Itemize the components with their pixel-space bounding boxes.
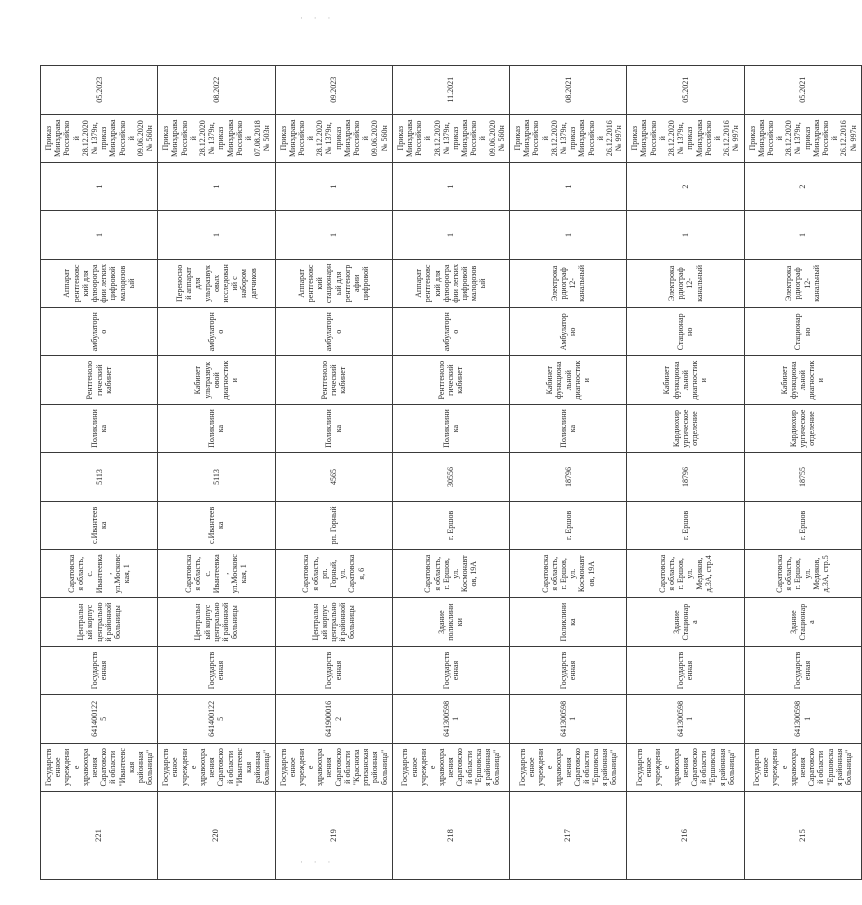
equipment-table xyxy=(40,65,862,880)
cell-address: Саратовская область, с. Ивантеевка, ул.Московская, 1 xyxy=(158,550,275,598)
cell-mode: Амбулаторно xyxy=(510,308,627,356)
cell-code: 6413005981 xyxy=(392,695,509,743)
cell-mode: Стационарно xyxy=(627,308,744,356)
cell-room: Кабинет функциональной диагностики xyxy=(627,356,744,404)
cell-id: 221 xyxy=(41,792,158,880)
cell-unit: Кардиохирургическое отделение xyxy=(744,404,861,452)
cell-address: Саратовская область, рп. Горный, ул. Саратовская, 6 xyxy=(275,550,392,598)
cell-unit: Кардиохирургическое отделение xyxy=(627,404,744,452)
cell-device: Аппарат рентгеновский стационарный для рентгенографии цифровой xyxy=(275,259,392,307)
cell-room: Кабинет функциональной диагностики xyxy=(510,356,627,404)
cell-id: 215 xyxy=(744,792,861,880)
cell-building: Центральный корпус центральной районной больницы xyxy=(158,598,275,646)
cell-date: 08.2022 xyxy=(158,66,275,115)
cell-q2: 1 xyxy=(510,162,627,210)
cell-locality: г. Ершов xyxy=(627,501,744,549)
cell-building: Центральный корпус центральной районной больницы xyxy=(275,598,392,646)
cell-num: 4565 xyxy=(275,453,392,501)
cell-locality: г. Ершов xyxy=(510,501,627,549)
cell-room: Рентгенологический кабинет xyxy=(392,356,509,404)
table-row xyxy=(744,66,861,880)
cell-num: 30556 xyxy=(392,453,509,501)
cell-code: 6414001225 xyxy=(41,695,158,743)
cell-org: Государственное учреждение здравоохранения Саратовской области "Краснопартизанская районная больница" xyxy=(275,743,392,791)
cell-code: 6414001225 xyxy=(158,695,275,743)
cell-address: Саратовская область, с. Ивантеевка, ул.Московская, 1 xyxy=(41,550,158,598)
cell-code: 6419000162 xyxy=(275,695,392,743)
cell-q2: 2 xyxy=(627,162,744,210)
table-row xyxy=(275,66,392,880)
cell-date: 09.2023 xyxy=(275,66,392,115)
cell-id: 219 xyxy=(275,792,392,880)
cell-date: 05.2021 xyxy=(744,66,861,115)
cell-num: 5113 xyxy=(41,453,158,501)
cell-order: Приказ Минздрава Российской 28.12.2020 № 1379н, приказ Минздрава Российской 26.12.2016 № 997н xyxy=(744,114,861,162)
cell-room: Рентгенологический кабинет xyxy=(275,356,392,404)
cell-q2: 1 xyxy=(392,162,509,210)
cell-id: 218 xyxy=(392,792,509,880)
cell-building: Центральный корпус центральной районной больницы xyxy=(41,598,158,646)
cell-room: Кабинет функциональной диагностики xyxy=(744,356,861,404)
cell-mode: амбулаторно xyxy=(158,308,275,356)
cell-ownership: Государственная xyxy=(275,646,392,694)
cell-date: 11.2021 xyxy=(392,66,509,115)
cell-address: Саратовская область, г. Ершов, ул. Космонавтов, 19А xyxy=(392,550,509,598)
cell-unit: Поликлиника xyxy=(510,404,627,452)
cell-building: Поликлиника xyxy=(510,598,627,646)
cell-q2: 2 xyxy=(744,162,861,210)
cell-mode: амбулаторно xyxy=(41,308,158,356)
cell-ownership: Государственная xyxy=(41,646,158,694)
cell-order: Приказ Минздрава Российской 28.12.2020 № 1379н, приказ Минздрава Российской 09.06.2020 № 560н xyxy=(41,114,158,162)
cell-org: Государственное учреждение здравоохранения Саратовской области "Ивантеевская районная больница" xyxy=(158,743,275,791)
cell-locality: г. Ершов xyxy=(744,501,861,549)
cell-code: 6413005981 xyxy=(744,695,861,743)
cell-building: Здание Стационара xyxy=(744,598,861,646)
table-row xyxy=(510,66,627,880)
cell-building: Здание поликлиники xyxy=(392,598,509,646)
cell-org: Государственное учреждение здравоохранения Саратовской области "Ершовская районная больница" xyxy=(392,743,509,791)
cell-device: Электрокардиограф 12-канальный xyxy=(627,259,744,307)
cell-id: 220 xyxy=(158,792,275,880)
scan-noise: · · · xyxy=(300,858,335,868)
table-row xyxy=(392,66,509,880)
cell-num: 18755 xyxy=(744,453,861,501)
cell-id: 217 xyxy=(510,792,627,880)
cell-order: Приказ Минздрава Российской 28.12.2020 № 1379н, приказ Минздрава Российской 26.12.2016 № 997н xyxy=(627,114,744,162)
cell-org: Государственное учреждение здравоохранения Саратовской области "Ершовская районная больница" xyxy=(510,743,627,791)
cell-device: Электрокардиограф 12-канальный xyxy=(744,259,861,307)
cell-date: 08.2021 xyxy=(510,66,627,115)
table-row xyxy=(627,66,744,880)
cell-room: Рентгенологический кабинет xyxy=(41,356,158,404)
cell-org: Государственное учреждение здравоохранения Саратовской области "Ивантеевская районная больница" xyxy=(41,743,158,791)
cell-address: Саратовская область, г. Ершов, ул. Медиков, д.3А, стр.4 xyxy=(627,550,744,598)
cell-code: 6413005981 xyxy=(627,695,744,743)
table-body xyxy=(41,66,862,880)
cell-locality: с.Ивантеевка xyxy=(158,501,275,549)
cell-locality: с.Ивантеевка xyxy=(41,501,158,549)
cell-num: 18796 xyxy=(627,453,744,501)
cell-ownership: Государственная xyxy=(158,646,275,694)
cell-org: Государственное учреждение здравоохранения Саратовской области "Ершовская районная больница" xyxy=(627,743,744,791)
cell-building: Здание Стационара xyxy=(627,598,744,646)
cell-ownership: Государственная xyxy=(510,646,627,694)
cell-order: Приказ Минздрава Российской 28.12.2020 № 1379н, приказ Минздрава Российской 09.06.2020 № 560н xyxy=(275,114,392,162)
cell-q1: 1 xyxy=(275,211,392,259)
cell-order: Приказ Минздрава Российской 28.12.2020 № 1379н, приказ Минздрава Российской 09.06.2020 № 560н xyxy=(392,114,509,162)
cell-date: 05.2023 xyxy=(41,66,158,115)
cell-date: 05.2021 xyxy=(627,66,744,115)
cell-q2: 1 xyxy=(41,162,158,210)
cell-ownership: Государственная xyxy=(744,646,861,694)
cell-mode: амбулаторно xyxy=(392,308,509,356)
table-row xyxy=(41,66,158,880)
cell-mode: амбулаторно xyxy=(275,308,392,356)
table-row xyxy=(158,66,275,880)
cell-code: 6413005981 xyxy=(510,695,627,743)
cell-order: Приказ Минздрава Российской 28.12.2020 № 1379н, приказ Минздрава Российской 26.12.2016 № 997н xyxy=(510,114,627,162)
cell-num: 18796 xyxy=(510,453,627,501)
cell-unit: Поликлиника xyxy=(158,404,275,452)
cell-q2: 1 xyxy=(275,162,392,210)
cell-num: 5113 xyxy=(158,453,275,501)
scan-noise: · · · xyxy=(300,14,335,24)
cell-unit: Поликлиника xyxy=(275,404,392,452)
cell-device: Аппарат рентгеновский для флюорографии легких цифровой малодозовый xyxy=(41,259,158,307)
cell-ownership: Государственная xyxy=(627,646,744,694)
cell-q1: 1 xyxy=(41,211,158,259)
cell-q1: 1 xyxy=(158,211,275,259)
cell-device: Аппарат рентгеновский для флюорографии легких цифровой малодозовый xyxy=(392,259,509,307)
cell-q1: 1 xyxy=(392,211,509,259)
cell-device: Переносной аппарат для ультразвуковых исследований с набором датчиков xyxy=(158,259,275,307)
cell-q1: 1 xyxy=(627,211,744,259)
cell-ownership: Государственная xyxy=(392,646,509,694)
cell-room: Кабинет ультразвуковой диагностики xyxy=(158,356,275,404)
cell-locality: г. Ершов xyxy=(392,501,509,549)
cell-unit: Поликлиника xyxy=(41,404,158,452)
cell-q1: 1 xyxy=(744,211,861,259)
cell-order: Приказ Минздрава Российской 28.12.2020 № 1379н, приказ Минздрава Российской 07.08.2018 № 503н xyxy=(158,114,275,162)
rotated-table-wrapper xyxy=(40,65,858,880)
cell-unit: Поликлиника xyxy=(392,404,509,452)
cell-org: Государственное учреждение здравоохранения Саратовской области "Ершовская районная больница" xyxy=(744,743,861,791)
cell-q2: 1 xyxy=(158,162,275,210)
cell-q1: 1 xyxy=(510,211,627,259)
cell-device: Электрокардиограф 12-канальный xyxy=(510,259,627,307)
cell-mode: Стационарно xyxy=(744,308,861,356)
cell-address: Саратовская область, г. Ершов, ул. Медиков, д.3А, стр.5 xyxy=(744,550,861,598)
cell-address: Саратовская область, г. Ершов, ул. Космонавтов, 19А xyxy=(510,550,627,598)
cell-locality: рп. Горный xyxy=(275,501,392,549)
cell-id: 216 xyxy=(627,792,744,880)
